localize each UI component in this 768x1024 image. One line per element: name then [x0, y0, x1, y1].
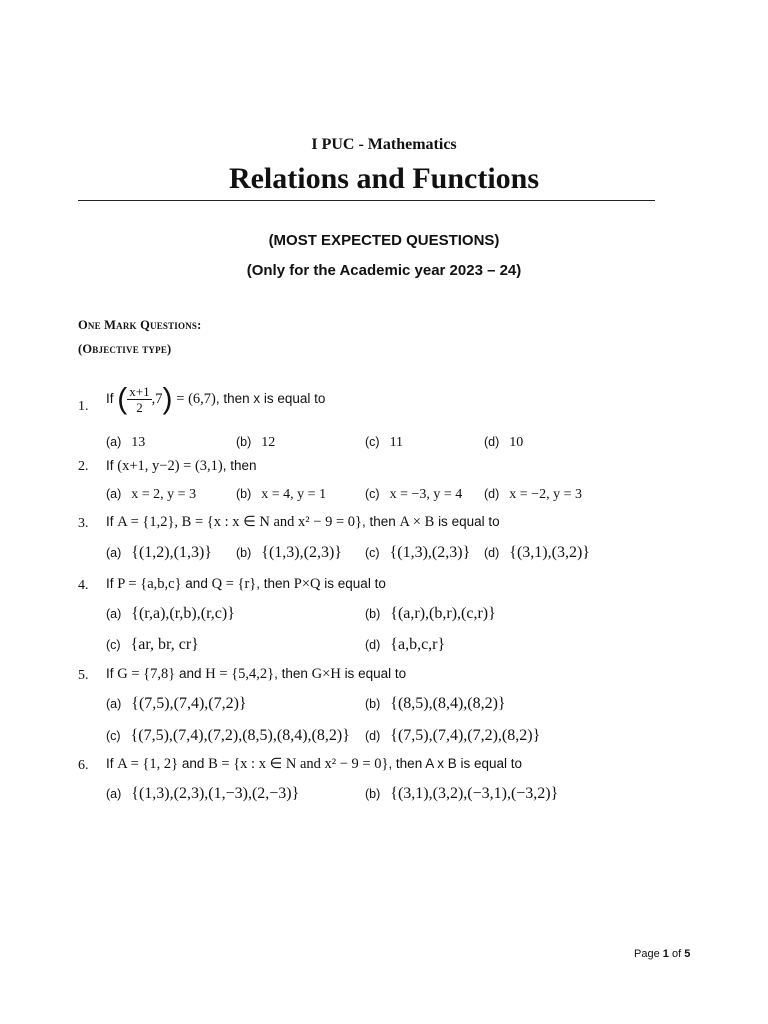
option-label: (d)	[484, 487, 500, 501]
math-expr: A = {1, 2}	[117, 756, 179, 772]
subject-heading: I PUC - Mathematics	[311, 136, 457, 153]
math-expr: = (6,7)	[176, 391, 216, 408]
option-value: 11	[389, 435, 404, 450]
question-prefix: If	[106, 514, 114, 529]
question-prefix: If	[106, 756, 114, 771]
question-number: 6.	[78, 758, 89, 773]
fraction-denominator: 2	[136, 400, 143, 415]
option-value: x = −2, y = 3	[509, 487, 582, 502]
option-d	[484, 544, 590, 562]
option-label: (b)	[236, 546, 252, 560]
option-c	[365, 544, 470, 562]
question-suffix: , then A x B is equal to	[388, 756, 523, 771]
option-b	[365, 785, 558, 803]
option-c	[106, 636, 199, 654]
page-total: 5	[684, 948, 691, 960]
question-prefix: If	[106, 576, 114, 591]
math-expr: H = {5,4,2}	[205, 666, 275, 682]
question-suffix: , then x is equal to	[215, 391, 326, 407]
question-suffix: is equal to	[344, 666, 407, 681]
option-label: (a)	[106, 697, 122, 711]
option-label: (b)	[365, 607, 381, 621]
option-value: {(a,r),(b,r),(c,r)}	[390, 605, 496, 622]
option-b	[236, 487, 326, 503]
question-text	[106, 756, 522, 773]
question-number: 5.	[78, 668, 89, 683]
question-text	[106, 458, 257, 475]
option-label: (c)	[365, 546, 380, 560]
question-text	[106, 666, 406, 683]
question-suffix: , then	[222, 458, 257, 473]
option-label: (b)	[236, 435, 252, 449]
question-number: 2.	[78, 459, 89, 474]
option-label: (b)	[236, 487, 252, 501]
option-label: (a)	[106, 787, 122, 801]
question-connector: and	[185, 576, 208, 591]
option-label: (d)	[484, 546, 500, 560]
option-value: {(7,5),(7,4),(7,2),(8,5),(8,4),(8,2)}	[130, 727, 350, 744]
option-a	[106, 435, 145, 451]
option-value: {(r,a),(r,b),(r,c)}	[131, 605, 235, 622]
question-prefix: If	[106, 391, 114, 407]
option-label: (c)	[365, 487, 380, 501]
option-value: 13	[131, 435, 146, 450]
option-d	[365, 636, 445, 654]
question-text	[106, 384, 325, 415]
math-expr: ,7	[151, 391, 163, 408]
fraction-numerator: x+1	[129, 384, 150, 399]
question-prefix: If	[106, 458, 114, 473]
question-suffix: is equal to	[438, 514, 500, 529]
option-c	[106, 727, 350, 745]
option-c	[365, 435, 403, 451]
option-value: 12	[261, 435, 276, 450]
math-expr: B = {x : x ∈ N and x² − 9 = 0}	[208, 756, 389, 772]
paren-open: (	[117, 382, 128, 416]
option-label: (b)	[365, 787, 381, 801]
math-expr: G = {7,8}	[117, 666, 176, 682]
option-b	[365, 605, 496, 623]
title-divider	[78, 200, 655, 201]
math-expr: P×Q	[293, 576, 321, 592]
option-b	[236, 544, 342, 562]
question-connector: , then	[274, 666, 308, 681]
paren-close: )	[162, 382, 173, 416]
page-of: of	[671, 948, 682, 960]
question-connector: , then	[256, 576, 291, 591]
math-expr: (x+1, y−2) = (3,1)	[117, 458, 223, 474]
option-d	[365, 727, 540, 745]
option-value: 10	[509, 435, 524, 450]
math-expr: A = {1,2}, B = {x : x ∈ N and x² − 9 = 0}	[117, 514, 362, 530]
option-label: (d)	[365, 638, 381, 652]
option-value: {(3,1),(3,2)}	[509, 544, 590, 561]
option-b	[365, 695, 506, 713]
option-a	[106, 544, 212, 562]
option-a	[106, 605, 235, 623]
option-value: {(7,5),(7,4),(7,2),(8,2)}	[390, 727, 541, 744]
option-label: (a)	[106, 546, 122, 560]
question-text	[106, 576, 386, 593]
option-a	[106, 487, 196, 503]
question-number: 3.	[78, 516, 89, 531]
option-value: {(7,5),(7,4),(7,2)}	[131, 695, 247, 712]
math-expr: A × B	[399, 514, 435, 530]
option-value: {ar, br, cr}	[130, 636, 199, 653]
option-value: {(3,1),(3,2),(−3,1),(−3,2)}	[390, 785, 559, 802]
option-label: (d)	[484, 435, 500, 449]
question-connector: and	[181, 756, 205, 771]
math-expr: Q = {r}	[211, 576, 257, 592]
option-label: (b)	[365, 697, 381, 711]
option-b	[236, 435, 275, 451]
banner-academic-year: (Only for the Academic year 2023 – 24)	[246, 262, 522, 279]
fraction	[127, 384, 151, 415]
question-number: 1.	[78, 399, 89, 414]
option-label: (d)	[365, 729, 381, 743]
option-label: (c)	[106, 638, 121, 652]
option-value: x = 4, y = 1	[261, 487, 327, 502]
option-value: x = −3, y = 4	[389, 487, 463, 502]
option-d	[484, 435, 523, 451]
question-suffix: is equal to	[324, 576, 386, 591]
option-label: (a)	[106, 487, 122, 501]
option-value: {(1,3),(2,3)}	[261, 544, 342, 561]
page-prefix: Page	[634, 948, 660, 960]
option-value: x = 2, y = 3	[131, 487, 197, 502]
option-a	[106, 785, 299, 803]
option-d	[484, 487, 582, 503]
option-value: {(1,2),(1,3)}	[131, 544, 212, 561]
option-value: {(8,5),(8,4),(8,2)}	[390, 695, 506, 712]
option-value: {a,b,c,r}	[390, 636, 446, 653]
option-value: {(1,3),(2,3)}	[389, 544, 471, 561]
page-title: Relations and Functions	[228, 162, 540, 195]
option-label: (a)	[106, 435, 122, 449]
question-connector: and	[179, 666, 202, 681]
option-value: {(1,3),(2,3),(1,−3),(2,−3)}	[131, 785, 300, 802]
question-text	[106, 514, 500, 531]
banner-most-expected: (MOST EXPECTED QUESTIONS)	[268, 232, 500, 249]
section-subheading: (Objective type)	[78, 342, 172, 356]
page-indicator	[634, 948, 690, 960]
question-prefix: If	[106, 666, 114, 681]
option-a	[106, 695, 247, 713]
math-expr: G×H	[311, 666, 341, 682]
page-current: 1	[662, 948, 669, 960]
option-c	[365, 487, 462, 503]
option-label: (a)	[106, 607, 122, 621]
option-label: (c)	[106, 729, 121, 743]
option-label: (c)	[365, 435, 380, 449]
question-connector: , then	[361, 514, 396, 529]
section-heading: One Mark Questions:	[78, 318, 202, 332]
question-number: 4.	[78, 578, 89, 593]
math-expr: P = {a,b,c}	[117, 576, 182, 592]
